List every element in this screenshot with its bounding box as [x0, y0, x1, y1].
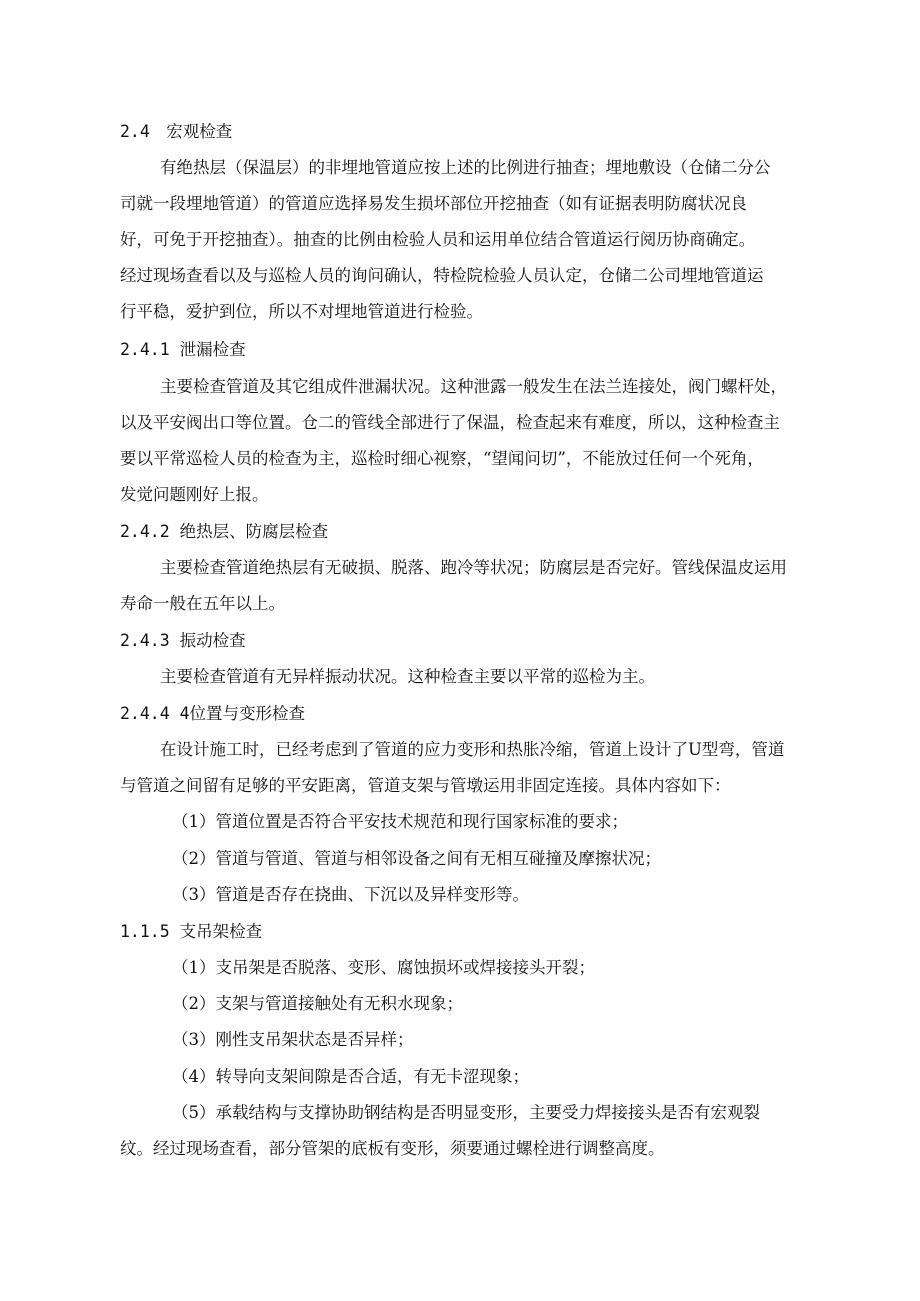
list-item: （3）管道是否存在挠曲、下沉以及异样变形等。	[172, 885, 529, 904]
list-item: （1）支吊架是否脱落、变形、腐蚀损坏或焊接接头开裂；	[172, 958, 595, 977]
paragraph-line: 行平稳，爱护到位，所以不对埋地管道进行检验。	[120, 302, 483, 321]
section-heading-2-4-3: 2.4.3 振动检查	[120, 631, 246, 650]
paragraph-line: 寿命一般在五年以上。	[120, 594, 285, 613]
paragraph-line: 司就一段埋地管道）的管道应选择易发生损坏部位开挖抽查（如有证据表明防腐状况良	[120, 194, 747, 213]
paragraph-line: 在设计施工时，已经考虑到了管道的应力变形和热胀冷缩，管道上设计了U型弯，管道	[160, 740, 785, 759]
paragraph-line: 好，可免于开挖抽查）。抽查的比例由检验人员和运用单位结合管道运行阅历协商确定。	[120, 230, 756, 249]
list-item: （5）承载结构与支撑协助钢结构是否明显变形，主要受力焊接接头是否有宏观裂	[172, 1103, 760, 1122]
section-heading-2-4-4: 2.4.4 4位置与变形检查	[120, 704, 306, 723]
paragraph-line: 有绝热层（保温层）的非埋地管道应按上述的比例进行抽查；埋地敷设（仓储二分公	[160, 158, 771, 177]
list-item: （1）管道位置是否符合平安技术规范和现行国家标准的要求；	[172, 812, 628, 831]
paragraph-line: 与管道之间留有足够的平安距离，管道支架与管墩运用非固定连接。具体内容如下：	[120, 776, 731, 795]
paragraph-line: 主要检查管道及其它组成件泄漏状况。这种泄露一般发生在法兰连接处，阀门螺杆处，	[160, 377, 787, 396]
paragraph-line: 要以平常巡检人员的检查为主，巡检时细心视察，“望闻问切”，不能放过任何一个死角，	[120, 449, 764, 468]
list-item: （4）转导向支架间隙是否合适，有无卡涩现象；	[172, 1067, 529, 1086]
section-heading-2-4: 2.4 宏观检查	[120, 122, 233, 141]
section-heading-2-4-1: 2.4.1 泄漏检查	[120, 340, 246, 359]
list-item: （3）刚性支吊架状态是否异样；	[172, 1030, 414, 1049]
section-heading-1-1-5: 1.1.5 支吊架检查	[120, 922, 263, 941]
paragraph-line: 以及平安阀出口等位置。仓二的管线全部进行了保温，检查起来有难度，所以，这种检查主	[120, 413, 780, 432]
paragraph-line: 主要检查管道绝热层有无破损、脱落、跑冷等状况；防腐层是否完好。管线保温皮运用	[160, 558, 787, 577]
paragraph-line: 纹。经过现场查看，部分管架的底板有变形，须要通过螺栓进行调整高度。	[120, 1139, 665, 1158]
list-item: （2）支架与管道接触处有无积水现象；	[172, 994, 463, 1013]
list-item: （2）管道与管道、管道与相邻设备之间有无相互碰撞及摩擦状况；	[172, 849, 661, 868]
paragraph-line: 主要检查管道有无异样振动状况。这种检查主要以平常的巡检为主。	[160, 667, 655, 686]
paragraph-line: 发觉问题刚好上报。	[120, 485, 269, 504]
paragraph-line: 经过现场查看以及与巡检人员的询问确认，特检院检验人员认定，仓储二公司埋地管道运	[120, 266, 764, 285]
section-heading-2-4-2: 2.4.2 绝热层、防腐层检查	[120, 522, 329, 541]
